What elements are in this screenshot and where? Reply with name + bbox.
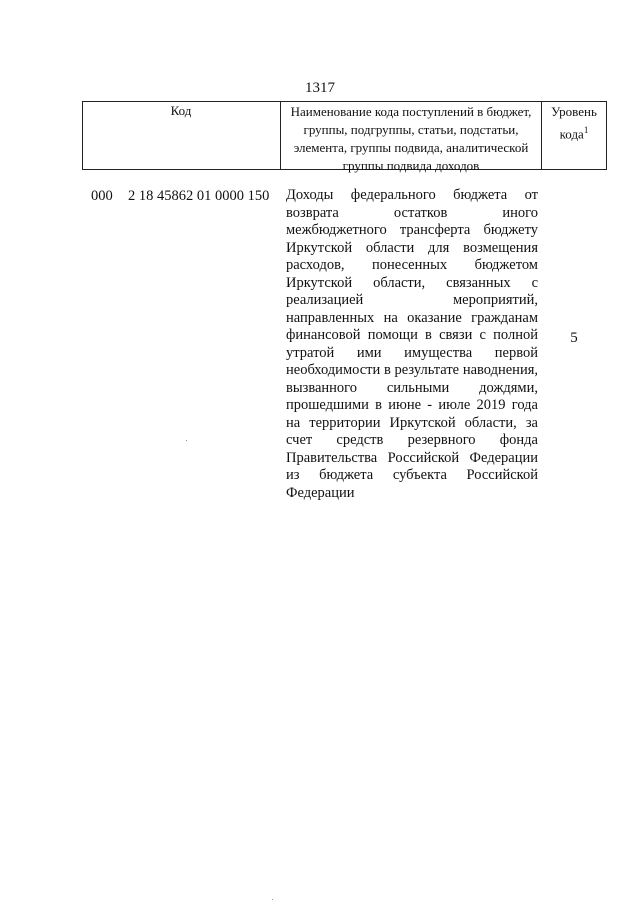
table-right-border <box>606 101 607 170</box>
header-name: Наименование кода поступлений в бюджет, группы, подгруппы, статьи, подстатьи, элемента, группы подвида, аналитической группы подвида доходов <box>290 104 532 173</box>
header-level-footnote: 1 <box>583 125 589 135</box>
header-code: Код <box>170 103 192 118</box>
row-description: Доходы федерального бюджета от возврата остатков иного межбюджетного трансферта бюджету Иркутской области для возмещения расходов, понесенных бюджетом Иркутской области, связанных с реализацией мероприятий, направленных на оказание гражданам финансовой помощи в связи с полной утратой ими имущества первой необходимости в результате наводнения, вызванного сильными дождями, прошедшими в июне - июле 2019 года на территории Иркутской области, за счет средств резервного фонда Правительства Российской Федерации из бюджета субъекта Российской Федерации <box>286 187 538 501</box>
row-level: 5 <box>570 330 578 346</box>
page-number: 1317 <box>305 80 335 96</box>
scan-speck <box>272 899 273 900</box>
header-level-label: Уровень кода <box>551 104 597 142</box>
header-level <box>542 103 606 143</box>
scan-speck <box>186 440 187 441</box>
row-revenue-code: 2 18 45862 01 0000 150 <box>128 188 270 204</box>
table-top-border <box>82 101 607 102</box>
row-admin-code: 000 <box>91 188 113 204</box>
